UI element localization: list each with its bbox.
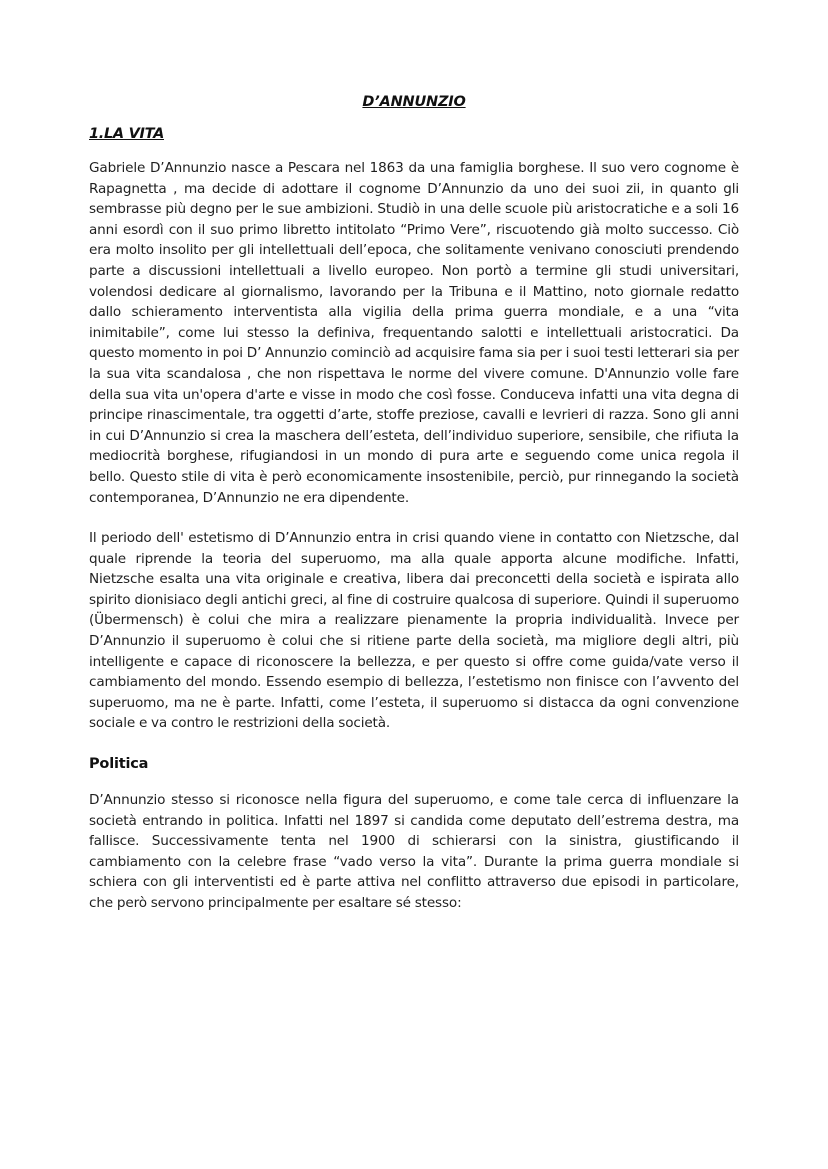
paragraph-vita-2: Il periodo dell' estetismo di D’Annunzio entra in crisi quando viene in contatto con Nietzsche, dal quale riprende la teoria del superuomo, ma alla quale apporta alcune modifiche. Infatti, Nietzsche esalta una vita originale e creativa, libera dai preconcetti della società e ispirata allo spirito dionisiaco degli antichi greci, al fine di costruire qualcosa di superiore. Quindi il superuomo (Übermensch) è colui che mira a realizzare pienamente la propria individualità. Invece per D’Annunzio il superuomo è colui che si ritiene parte della società, ma migliore degli altri, più intelligente e capace di riconoscere la bellezza, e per questo si offre come guida/vate verso il cambiamento del mondo. Essendo esempio di bellezza, l’estetismo non finisce con l’avvento del superuomo, ma ne è parte. Infatti, come l’esteta, il superuomo si distacca da ogni convenzione sociale e va contro le restrizioni della società. — [89, 530, 739, 732]
section-heading-la-vita: 1.LA VITA — [89, 126, 165, 142]
paragraph-vita-1: Gabriele D’Annunzio nasce a Pescara nel 1863 da una famiglia borghese. Il suo vero cognome è Rapagnetta , ma decide di adottare il cognome D’Annunzio da uno dei suoi zii, in quanto gli sembrasse più degno per le sue ambizioni. Studiò in una delle scuole più aristocratiche e a soli 16 anni esordì con il suo primo libretto intitolato “Primo Vere”, riscuotendo già molto successo. Ciò era molto insolito per gli intellettuali dell’epoca, che solitamente venivano conosciuti prendendo parte a discussioni intellettuali a livello europeo. Non portò a termine gli studi universitari, volendosi dedicare al giornalismo, lavorando per la Tribuna e il Mattino, noto giornale redatto dallo schieramento interventista alla vigilia della prima guerra mondiale, e a una “vita inimitabile”, come lui stesso la definiva, frequentando salotti e intellettuali aristocratici. Da questo momento in poi D’ Annunzio cominciò ad acquisire fama sia per i suoi testi letterari sia per la sua vita scandalosa , che non rispettava le norme del vivere comune. D'Annunzio volle fare della sua vita un'opera d'arte e visse in modo che così fosse. Conduceva infatti una vita degna di principe rinascimentale, tra oggetti d’arte, stoffe preziose, cavalli e levrieri di razza. Sono gli anni in cui D’Annunzio si crea la maschera dell’esteta, dell’individuo superiore, sensibile, che rifiuta la mediocrità borghese, rifugiandosi in un mondo di pura arte e seguendo come unica regola il bello. Questo stile di vita è però economicamente insostenibile, perciò, pur rinnegando la società contemporanea, D’Annunzio ne era dipendente. — [89, 160, 739, 506]
paragraph-politica-1: D’Annunzio stesso si riconosce nella figura del superuomo, e come tale cerca di influenzare la società entrando in politica. Infatti nel 1897 si candida come deputato dell’estrema destra, ma fallisce. Successivamente tenta nel 1900 di schierarsi con la sinistra, giustificando il cambiamento con la celebre frase “vado verso la vita”. Durante la prima guerra mondiale si schiera con gli interventisti ed è parte attiva nel conflitto attraverso due episodi in particolare, che però servono principalmente per esaltare sé stesso: — [89, 792, 739, 911]
section-heading-politica: Politica — [89, 756, 149, 773]
document-title: D’ANNUNZIO — [362, 94, 466, 110]
section-politica — [89, 754, 739, 914]
section-la-vita — [89, 124, 739, 734]
document-page — [89, 92, 739, 934]
